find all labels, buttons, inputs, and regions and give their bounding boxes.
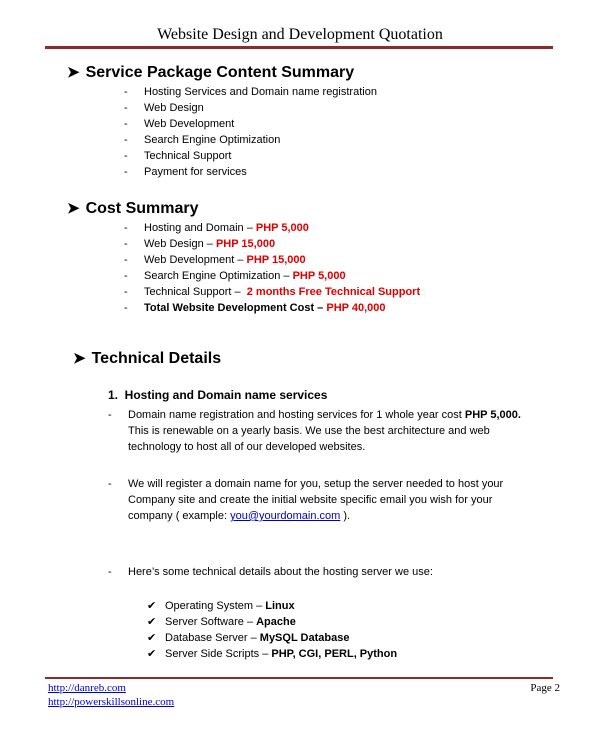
cost-summary-list	[124, 220, 420, 316]
technical-details-heading: ➤ Technical Details	[73, 350, 222, 367]
checkmark-icon: ✔	[147, 600, 157, 612]
page-number: Page 2	[530, 682, 560, 694]
server-intro-paragraph: - Here’s some technical details about the hosting server we use:	[108, 566, 433, 578]
checkmark-icon: ✔	[147, 616, 157, 628]
list-item: - Payment for services	[124, 166, 247, 178]
list-item: - Web Development	[124, 118, 235, 130]
list-item: - Technical Support	[124, 150, 232, 162]
list-item: ✔ Server Software – Apache	[147, 616, 296, 628]
list-item: - Search Engine Optimization	[124, 134, 281, 146]
list-item: - Search Engine Optimization – PHP 5,000	[124, 270, 346, 282]
service-package-list	[124, 84, 377, 180]
document-title: Website Design and Development Quotation	[157, 26, 443, 43]
list-item: - Web Design	[124, 102, 204, 114]
footer-divider	[45, 677, 553, 679]
list-item: - Web Development – PHP 15,000	[124, 254, 306, 266]
title-divider	[45, 46, 553, 49]
list-item: - Hosting and Domain – PHP 5,000	[124, 222, 309, 234]
list-item: ✔ Server Side Scripts – PHP, CGI, PERL, Python	[147, 648, 398, 660]
list-item: - Web Design – PHP 15,000	[124, 238, 276, 250]
checkmark-icon: ✔	[147, 648, 157, 660]
footer-link-powerskills[interactable]: http://powerskillsonline.com	[48, 696, 175, 708]
total-cost-item: - Total Website Development Cost – PHP 40,000	[124, 302, 386, 314]
arrow-bullet-icon: ➤	[67, 200, 80, 217]
service-package-heading: ➤ Service Package Content Summary	[67, 64, 355, 81]
checkmark-icon: ✔	[147, 632, 157, 644]
cost-summary-heading: ➤ Cost Summary	[67, 200, 199, 217]
list-item: - Technical Support – 2 months Free Technical Support	[124, 286, 421, 298]
domain-paragraph: - We will register a domain name for you, setup the server needed to host your Company site and create the initial website specific email you wish for your company ( example: you@yourdomain.com ).	[108, 478, 504, 522]
server-specs-list	[147, 598, 397, 662]
footer-link-danreb[interactable]: http://danreb.com	[48, 682, 126, 694]
example-email-link[interactable]: you@yourdomain.com	[230, 510, 341, 522]
hosting-subheading: 1. Hosting and Domain name services	[108, 388, 328, 402]
hosting-paragraph: - Domain name registration and hosting services for 1 whole year cost PHP 5,000. This is renewable on a yearly basis. We use the best architecture and web technology to host all of our developed websites.	[108, 409, 521, 453]
arrow-bullet-icon: ➤	[73, 350, 86, 367]
list-item: ✔ Operating System – Linux	[147, 600, 295, 612]
list-item: ✔ Database Server – MySQL Database	[147, 632, 350, 644]
list-item: - Hosting Services and Domain name registration	[124, 86, 377, 98]
arrow-bullet-icon: ➤	[67, 64, 80, 81]
